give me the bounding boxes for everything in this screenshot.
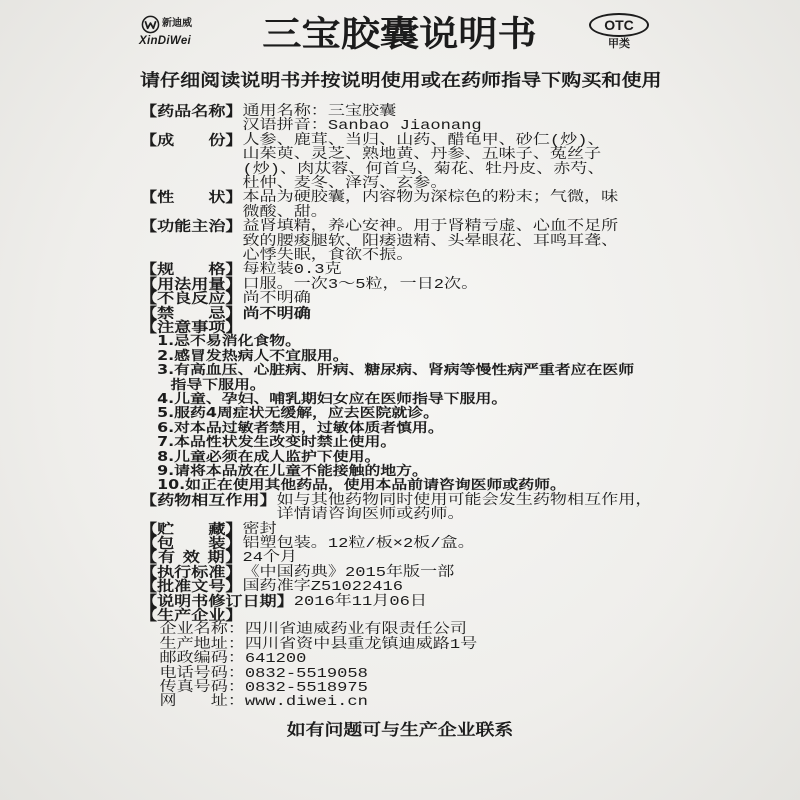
section-text: 山茱萸、灵芝、熟地黄、丹参、五味子、菟丝子 bbox=[242, 147, 602, 164]
precaution-item: 10.如正在使用其他药品，使用本品前请咨询医师或药师。 bbox=[157, 478, 566, 494]
precaution-item: 5.服药4周症状无缓解，应去医院就诊。 bbox=[157, 406, 439, 422]
section-text: (炒)、肉苁蓉、何首乌、菊花、牡丹皮、赤芍、 bbox=[242, 161, 605, 178]
section-text: 口服。一次3～5粒，一日2次。 bbox=[242, 276, 479, 293]
section-label: 【药物相互作用】 bbox=[140, 492, 277, 509]
precaution-item: 8.儿童必须在成人监护下使用。 bbox=[157, 449, 381, 465]
precaution-item-continued: 指导下服用。 bbox=[170, 377, 266, 393]
section-text: 微酸、甜。 bbox=[242, 204, 328, 221]
manufacturer-postcode: 邮政编码：641200 bbox=[159, 651, 307, 668]
manufacturer-address: 生产地址：四川省资中县重龙镇迪威路1号 bbox=[159, 636, 478, 653]
section-label: 【功能主治】 bbox=[140, 219, 243, 236]
precaution-item: 4.儿童、孕妇、哺乳期妇女应在医师指导下服用。 bbox=[157, 392, 508, 407]
section-text: 本品为硬胶囊，内容物为深棕色的粉末；气微，味 bbox=[242, 190, 619, 207]
precaution-item: 1.忌不易消化食物。 bbox=[157, 334, 302, 350]
precaution-item: 7.本品性状发生改变时禁止使用。 bbox=[157, 435, 397, 451]
section-label: 【包 装】 bbox=[140, 536, 243, 552]
title-row bbox=[0, 12, 800, 58]
section-text: 人参、鹿茸、当归、山药、醋龟甲、砂仁(炒)、 bbox=[242, 132, 605, 149]
section-text: 尚不明确 bbox=[242, 305, 311, 322]
section-text: 详情请咨询医师或药师。 bbox=[276, 507, 465, 524]
section-text: 密封 bbox=[242, 521, 277, 538]
precaution-item: 2.感冒发热病人不宜服用。 bbox=[157, 348, 349, 364]
manufacturer-phone: 电话号码：0832-5519058 bbox=[159, 665, 368, 682]
section-text: 如与其他药物同时使用可能会发生药物相互作用， bbox=[276, 492, 653, 509]
precaution-item: 9.请将本品放在儿童不能接触的地方。 bbox=[157, 464, 428, 479]
section-label: 【有 效 期】 bbox=[140, 550, 243, 567]
section-label: 【注意事项】 bbox=[140, 320, 243, 336]
pinyin-name: 汉语拼音：Sanbao Jiaonang bbox=[242, 118, 482, 135]
logo-brand-cn: 新迪威 bbox=[162, 18, 192, 29]
section-text: 2016年11月06日 bbox=[293, 593, 427, 610]
section-label: 【批准文号】 bbox=[140, 579, 243, 596]
reading-notice: 请仔细阅读说明书并按说明使用或在药师指导下购买和使用 bbox=[140, 71, 662, 91]
section-label: 【执行标准】 bbox=[140, 564, 243, 581]
section-label: 【成 份】 bbox=[140, 132, 243, 149]
precaution-item: 3.有高血压、心脏病、肝病、糖尿病、肾病等慢性病严重者应在医师 bbox=[157, 363, 635, 379]
section-text: 24个月 bbox=[242, 550, 298, 567]
otc-class-label: 甲类 bbox=[608, 37, 630, 50]
section-label: 【贮 藏】 bbox=[140, 521, 243, 538]
manufacturer-name: 企业名称：四川省迪威药业有限责任公司 bbox=[159, 622, 467, 639]
section-text: 心悸失眠，食欲不振。 bbox=[242, 248, 414, 264]
manufacturer-fax: 传真号码：0832-5518975 bbox=[159, 680, 368, 696]
logo-brand-en: XinDiWei bbox=[139, 35, 192, 47]
footer-note: 如有问题可与生产企业联系 bbox=[286, 720, 514, 739]
footer-row bbox=[0, 720, 800, 740]
manufacturer-website: 网 址：www.diwei.cn bbox=[159, 694, 368, 711]
section-label: 【生产企业】 bbox=[140, 608, 243, 624]
section-label: 【不良反应】 bbox=[140, 291, 243, 308]
section-text: 杜仲、麦冬、泽泻、玄参。 bbox=[242, 176, 448, 192]
section-text: 国药准字Z51022416 bbox=[242, 579, 404, 596]
section-text: 铝塑包装。12粒/板×2板/盒。 bbox=[242, 536, 475, 552]
section-label: 【药品名称】 bbox=[140, 104, 243, 120]
otc-badge bbox=[589, 13, 649, 37]
page-title: 三宝胶囊说明书 bbox=[262, 15, 538, 55]
section-text: 尚不明确 bbox=[242, 291, 311, 308]
section-text: 每粒装0.3克 bbox=[242, 262, 342, 279]
section-label: 【禁 忌】 bbox=[140, 305, 243, 322]
otc-mark: OTC bbox=[604, 17, 634, 33]
section-label: 【性 状】 bbox=[140, 190, 243, 207]
section-text: 致的腰痠腿软、阳痿遗精、头晕眼花、耳鸣耳聋、 bbox=[242, 233, 619, 250]
section-label: 【规 格】 bbox=[140, 262, 243, 279]
precaution-item: 6.对本品过敏者禁用，过敏体质者慎用。 bbox=[157, 420, 444, 436]
section-label: 【用法用量】 bbox=[140, 276, 243, 293]
section-label: 【说明书修订日期】 bbox=[140, 593, 294, 610]
section-text: 《中国药典》2015年版一部 bbox=[242, 564, 455, 581]
section-text: 益肾填精，养心安神。用于肾精亏虚、心血不足所 bbox=[242, 219, 619, 236]
generic-name: 通用名称：三宝胶囊 bbox=[242, 104, 397, 120]
